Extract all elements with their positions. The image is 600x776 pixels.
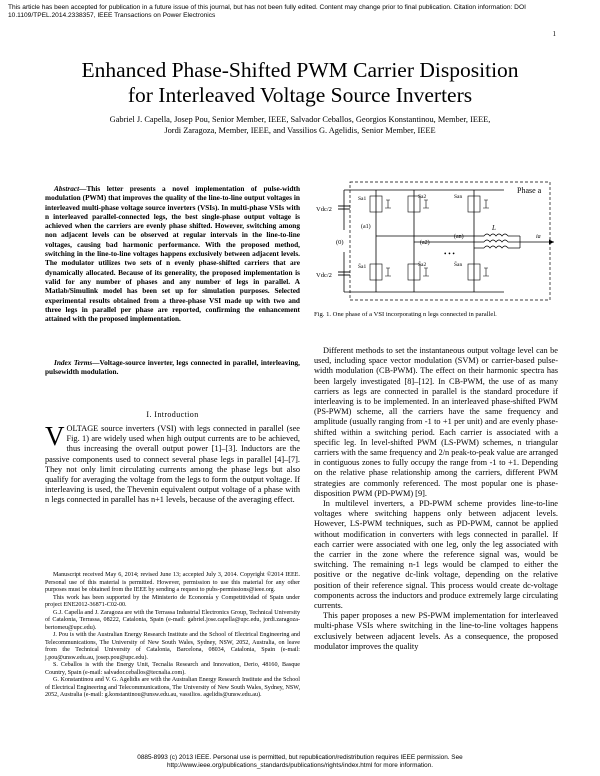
footnote: S. Ceballos is with the Energy Unit, Tecnalia Research and Innovation, Derio, 48160, Basque Country, Spain (e-mail: salvador.ceballos@tecnalia.com).: [45, 662, 300, 676]
page-number: 1: [552, 30, 556, 38]
authors-line-2: Jordi Zaragoza, Member, IEEE, and Vassilios G. Agelidis, Senior Member, IEEE: [164, 126, 436, 135]
footnotes: [45, 572, 300, 700]
output-current-label: ia: [536, 234, 541, 240]
switch-sa1-label: Sa1: [358, 196, 367, 202]
title-line-1: Enhanced Phase-Shifted PWM Carrier Disposition: [81, 58, 519, 82]
switch-sa2-bar-label: S̄a2: [418, 262, 427, 268]
title-line-2: for Interleaved Voltage Source Inverters: [127, 83, 473, 107]
drop-cap: V: [45, 421, 65, 451]
paragraph: In multilevel inverters, a PD-PWM scheme provides line-to-line voltages where switching happens only between adjacent levels. However, LS-PWM techniques, such as PD-PWM, cannot be applied without modification in converters with legs connected in parallel. If each carrier were associated with one leg, only the leg associated with the carrier in the zone where the reference signal was, would be switching. The remaining n-1 legs would be clamped to either the positive or the negative dc-link voltage, depending on the relative position of their reference signal. This process would create dc-voltage components across the inductors and produce extremely large circulating currents.: [314, 499, 558, 611]
section-heading: I. Introduction: [146, 410, 199, 419]
phase-label: Phase a: [517, 186, 542, 195]
node-a2-label: (a2): [420, 240, 430, 246]
footnote: Manuscript received May 6, 2014; revised June 13; accepted July 3, 2014. Copyright ©2014 IEEE. Personal use of this material is permitted. However, permission to use this material for any other purposes must be obtained from the IEEE by sending a request to pubs-permissions@ieee.org.: [45, 572, 300, 593]
abstract-text: —This letter presents a novel implementation of pulse-width modulation (PWM) that improves the quality of the line-to-line output voltages in interleaved multi-phase voltage source inverters (VSIs). In multi-phase VSIs with n interleaved parallel-connected legs, the best single-phase output voltage is achieved when the carriers are evenly phase shifted. However, switching among non adjacent levels can be observed at regular intervals in the line-to-line voltages, causing bad harmonic performance. With the proposed method, switching in the line-to-line voltages happens exclusively between adjacent levels. The modulator utilizes two sets of n evenly phase-shifted carriers that are dynamically allocated. Because of its generality, the proposed implementation is valid for any number of phases and any number of legs in parallel. A Matlab/Simulink model has been set up for simulation purposes. Selected experimental results obtained from a three-phase VSI made up with two and three legs in parallel per phase are reported, confirming the enhancement attained with the proposed implementation.: [45, 184, 300, 324]
node-a1-label: (a1): [361, 224, 371, 230]
right-column-text: [314, 346, 558, 652]
footnote: J. Pou is with the Australian Energy Research Institute and the School of Electrical Engineering and Telecommunications, The University of New South Wales, Sydney, NSW, 2052, Australia, on leave from the Technical University of Catalonia, Barcelona, 08034, Catalonia, Spain (e-mail: j.pou@unsw.edu.au, josep.pou@upc.edu).: [45, 632, 300, 661]
figure-caption: Fig. 1. One phase of a VSI incorporating n legs connected in parallel.: [314, 311, 497, 318]
index-terms-text: —Voltage-source inverter, legs connected in parallel, interleaving, pulsewidth modulation.: [45, 358, 300, 377]
vdc-top-label: Vdc/2: [316, 206, 332, 213]
leg-n: [454, 190, 489, 292]
figure-1-circuit: [314, 178, 558, 304]
legs-ellipsis: • • •: [444, 250, 455, 258]
intro-paragraph: [45, 421, 300, 506]
copyright-footer: [0, 754, 600, 770]
switch-sa2-label: Sa2: [418, 194, 427, 200]
index-terms: [45, 358, 300, 377]
switch-san-bar-label: S̄an: [454, 262, 463, 268]
abstract: [45, 184, 300, 323]
vdc-bottom-label: Vdc/2: [316, 272, 332, 279]
intro-text: OLTAGE source inverters (VSI) with legs connected in parallel (see Fig. 1) are widely used when high output currents are to be achieved, thus increasing the overall output power [1]–[3]. Inductors are the passive components used to connect several phase legs in parallel [4]–[7]. They not only limit circulating currents among the phase legs but also qualify for averaging the voltage from the legs to form the output voltage. If interleaving is used, the Thevenin equivalent output voltage of a phase with n legs connected in parallel has n+1 levels, because of the averaging effect.: [45, 424, 300, 505]
inductor-bank: [484, 224, 554, 248]
accepted-notice: [8, 4, 592, 20]
paragraph: Different methods to set the instantaneous output voltage level can be used, including space vector modulation (SVM) or carrier-based pulse-width modulation (CB-PWM). The effect on their harmonic spectra has been largely investigated [8]–[12]. In CB-PWM, the use of as many carriers as legs are connected in parallel is the standard procedure if interleaving is to be implemented. In an interleaved phase-shifted PWM (PS-PWM) scheme, all the carriers have the same frequency and amplitude (usually ranging from -1 to +1 per unit) and are evenly phase-shifted within a switching period. Each carrier is associated with a specific leg. In level-shifted PWM (LS-PWM) schemes, n triangular carriers with the same frequency and 2/n peak-to-peak value are arranged in contiguous zones to fully occupy the range from -1 to +1. Depending on the relative phase relationship among the carriers, different PWM strategies are commonly referenced. The most popular one is phase-disposition PWM (PD-PWM) [9].: [314, 346, 558, 498]
switch-sa1-bar-label: S̄a1: [358, 264, 367, 270]
notice-line-2: 10.1109/TPEL.2014.2338357, IEEE Transactions on Power Electronics: [8, 12, 216, 19]
paper-title: [0, 58, 600, 108]
node-an-label: (an): [454, 234, 464, 240]
inductor-label: L: [492, 224, 496, 232]
footnote: This work has been supported by the Ministerio de Economía y Competitividad of Spain under project ENE2012-36871-C02-00.: [45, 594, 300, 608]
authors-line-1: Gabriel J. Capella, Josep Pou, Senior Member, IEEE, Salvador Ceballos, Georgios Konstantinou, Member, IEEE,: [109, 115, 491, 124]
notice-line-1: This article has been accepted for publication in a future issue of this journal, but has not been fully edited. Content may change prior to final publication. Citation information: DOI: [8, 4, 526, 11]
footnote: G.J. Capella and J. Zaragoza are with the Terrassa Industrial Electronics Group, Technical University of Catalonia, Terrassa, 08222, Catalonia, Spain (e-mail: gabriel.jose.capella@upc.edu, jordi.zaragoza-bertomeu@upc.edu).: [45, 609, 300, 631]
footer-line-2: http://www.ieee.org/publications_standards/publications/rights/index.html for more information.: [166, 761, 434, 769]
paragraph: This paper proposes a new PS-PWM implementation for interleaved multi-phase VSIs where switching in the line-to-line voltages happens exclusively between adjacent levels. As a consequence, the proposed modulator improves the quality: [314, 611, 558, 651]
footer-line-1: 0885-8993 (c) 2013 IEEE. Personal use is permitted, but republication/redistribution requires IEEE permission. See: [137, 754, 463, 761]
output-arrow-icon: [549, 240, 554, 245]
footnote: G. Konstantinou and V. G. Agelidis are with the Australian Energy Research Institute and the School of Electrical Engineering and Telecommunications, The University of New South Wales, Sydney, NSW, 2052, Australia (e-mail: g.konstantinou@unsw.edu.au, vassilios. agelidis@unsw.edu.au).: [45, 677, 300, 698]
node-o-label: (0): [336, 239, 344, 246]
index-terms-label: Index Terms: [54, 358, 93, 367]
author-list: [20, 114, 580, 136]
abstract-label: Abstract: [54, 184, 80, 193]
switch-san-label: San: [454, 194, 463, 200]
leg-2: [408, 190, 484, 292]
circuit-diagram: [314, 178, 558, 304]
